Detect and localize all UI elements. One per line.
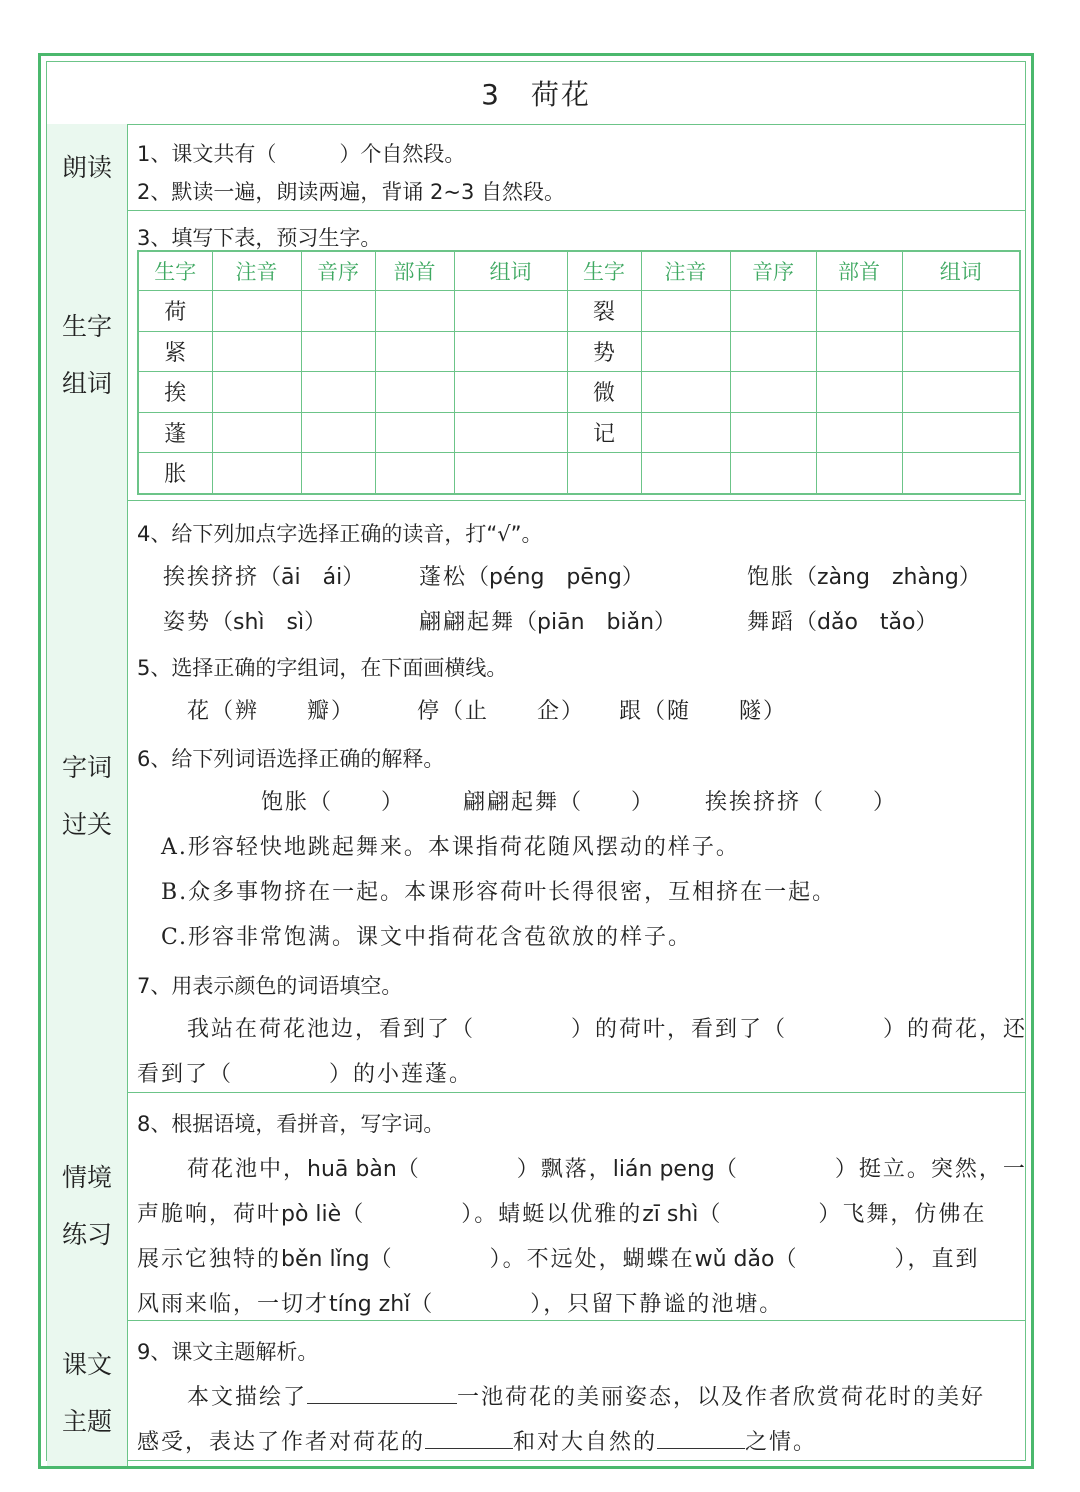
label-text: 情境 — [61, 1163, 112, 1192]
q8-line[interactable] — [137, 1287, 783, 1318]
label-text: 主题 — [61, 1407, 112, 1436]
answer-cell[interactable] — [902, 372, 1020, 413]
table-row — [138, 331, 1020, 372]
answer-cell[interactable] — [212, 331, 301, 372]
answer-cell[interactable] — [454, 412, 567, 453]
q5-item[interactable]: 跟（随 隧） — [619, 699, 788, 724]
vocab-table — [137, 250, 1021, 495]
fill-blank[interactable] — [307, 1381, 457, 1404]
answer-cell[interactable] — [212, 453, 301, 494]
answer-cell[interactable] — [816, 412, 902, 453]
q4-options[interactable]: （zàng zhàng） — [795, 565, 981, 590]
q4-options[interactable]: （āi ái） — [259, 565, 365, 590]
question-3: 3、填写下表，预习生字。 — [137, 226, 382, 250]
answer-cell[interactable] — [301, 291, 375, 332]
header-cell: 组词 — [454, 251, 567, 291]
q6-option-b: B.众多事物挤在一起。本课形容荷叶长得很密，互相挤在一起。 — [161, 880, 837, 905]
q4-word: 挨挨挤挤 — [163, 565, 260, 590]
answer-cell[interactable] — [902, 453, 1020, 494]
q9-text: 感受，表达了作者对荷花的 — [137, 1430, 426, 1455]
char-cell: 蓬 — [138, 412, 212, 453]
answer-cell[interactable] — [730, 372, 816, 413]
answer-cell[interactable] — [375, 291, 454, 332]
q9-text: 之情。 — [745, 1430, 818, 1455]
q8-text: 风雨来临，一切才 — [137, 1292, 330, 1317]
question-2: 2、默读一遍，朗读两遍，背诵 2~3 自然段。 — [137, 180, 566, 204]
answer-cell[interactable] — [301, 453, 375, 494]
question-5: 5、选择正确的字组词，在下面画横线。 — [137, 656, 508, 680]
q8-text: （ ）。蜻蜓以优雅的 — [341, 1202, 643, 1227]
table-row — [138, 372, 1020, 413]
q4-options[interactable]: （piān biǎn） — [515, 610, 677, 635]
table-header — [138, 251, 1020, 291]
q6-option-a: A.形容轻快地跳起舞来。本课指荷花随风摆动的样子。 — [161, 835, 740, 860]
answer-cell[interactable] — [454, 291, 567, 332]
table-row — [138, 412, 1020, 453]
q8-text: （ ），直到 — [774, 1247, 980, 1272]
char-cell — [567, 453, 641, 494]
page-title: 3 荷花 — [47, 62, 1025, 125]
header-cell: 音序 — [730, 251, 816, 291]
q8-text: （ ），只留下静谧的池塘。 — [410, 1292, 784, 1317]
q7-line[interactable]: 看到了（ ）的小莲蓬。 — [137, 1062, 474, 1087]
q8-text: 展示它独特的 — [137, 1247, 282, 1272]
header-cell: 组词 — [902, 251, 1020, 291]
q8-text: （ ）飞舞，仿佛在 — [698, 1202, 987, 1227]
pinyin: wǔ dǎo — [694, 1247, 775, 1272]
section-label — [47, 210, 128, 500]
table-row — [138, 453, 1020, 494]
q4-item — [163, 560, 364, 591]
answer-cell[interactable] — [375, 331, 454, 372]
q5-item[interactable]: 停（止 企） — [417, 699, 586, 724]
q4-item — [747, 605, 938, 636]
char-cell: 胀 — [138, 453, 212, 494]
answer-cell[interactable] — [212, 291, 301, 332]
answer-cell[interactable] — [301, 331, 375, 372]
question-1: 1、课文共有（ ）个自然段。 — [137, 142, 466, 166]
q6-item[interactable]: 挨挨挤挤（ ） — [705, 790, 898, 815]
q8-text: 荷花池中， — [187, 1157, 308, 1182]
section-context — [47, 1092, 1025, 1321]
q8-line[interactable] — [187, 1152, 1027, 1183]
q4-item — [163, 605, 326, 636]
answer-cell[interactable] — [641, 372, 730, 413]
char-cell: 挨 — [138, 372, 212, 413]
q4-word: 舞蹈 — [747, 610, 796, 635]
answer-cell[interactable] — [816, 453, 902, 494]
pinyin: zī shì — [642, 1202, 699, 1227]
answer-cell[interactable] — [301, 372, 375, 413]
answer-cell[interactable] — [902, 412, 1020, 453]
fill-blank[interactable] — [425, 1426, 513, 1449]
q6-option-c: C.形容非常饱满。课文中指荷花含苞欲放的样子。 — [161, 925, 693, 950]
q8-line[interactable] — [137, 1197, 986, 1228]
q4-word: 翩翩起舞 — [419, 610, 516, 635]
header-cell: 注音 — [212, 251, 301, 291]
q4-options[interactable]: （shì sì） — [211, 610, 327, 635]
answer-cell[interactable] — [454, 331, 567, 372]
header-cell: 音序 — [301, 251, 375, 291]
pinyin: huā bàn — [307, 1157, 397, 1182]
question-6: 6、给下列词语选择正确的解释。 — [137, 747, 445, 771]
answer-cell[interactable] — [730, 453, 816, 494]
section-label — [47, 1320, 128, 1466]
pinyin: lián peng — [612, 1157, 715, 1182]
q9-text: 和对大自然的 — [513, 1430, 658, 1455]
section-label — [47, 500, 128, 1092]
section-label — [47, 124, 128, 210]
q4-word: 饱胀 — [747, 565, 796, 590]
q9-line — [187, 1380, 985, 1411]
label-text: 过关 — [61, 810, 112, 839]
answer-cell[interactable] — [816, 331, 902, 372]
question-4: 4、给下列加点字选择正确的读音，打“√”。 — [137, 522, 543, 546]
answer-cell[interactable] — [816, 291, 902, 332]
char-cell: 荷 — [138, 291, 212, 332]
q7-line[interactable]: 我站在荷花池边，看到了（ ）的荷叶，看到了（ ）的荷花，还 — [187, 1017, 1028, 1042]
q5-item[interactable]: 花（辨 瓣） — [187, 699, 356, 724]
answer-cell[interactable] — [641, 291, 730, 332]
section-label — [47, 1092, 128, 1320]
fill-blank[interactable] — [657, 1426, 745, 1449]
q9-line — [137, 1425, 817, 1456]
label-text: 课文 — [61, 1350, 112, 1379]
q6-item[interactable]: 饱胀（ ） — [261, 790, 406, 815]
header-cell: 部首 — [816, 251, 902, 291]
header-cell: 部首 — [375, 251, 454, 291]
label-text: 生字 — [61, 312, 112, 341]
answer-cell[interactable] — [641, 412, 730, 453]
q9-text: 本文描绘了 — [187, 1385, 308, 1410]
answer-cell[interactable] — [375, 453, 454, 494]
answer-cell[interactable] — [454, 372, 567, 413]
pinyin: tíng zhǐ — [329, 1292, 411, 1317]
answer-cell[interactable] — [730, 291, 816, 332]
section-words — [47, 500, 1028, 1093]
char-cell: 紧 — [138, 331, 212, 372]
label-text: 字词 — [61, 753, 112, 782]
label-text: 朗读 — [61, 152, 112, 182]
q8-text: （ ）。不远处，蝴蝶在 — [369, 1247, 695, 1272]
section-reading — [47, 124, 1025, 211]
answer-cell[interactable] — [902, 291, 1020, 332]
answer-cell[interactable] — [212, 412, 301, 453]
section-vocab — [47, 210, 1025, 501]
answer-cell[interactable] — [454, 453, 567, 494]
q6-item[interactable]: 翩翩起舞（ ） — [463, 790, 656, 815]
answer-cell[interactable] — [212, 372, 301, 413]
char-cell: 势 — [567, 331, 641, 372]
char-cell: 记 — [567, 412, 641, 453]
answer-cell[interactable] — [730, 331, 816, 372]
header-cell: 注音 — [641, 251, 730, 291]
table-row — [138, 291, 1020, 332]
answer-cell[interactable] — [730, 412, 816, 453]
q8-text: （ ）挺立。突然，一 — [714, 1157, 1027, 1182]
answer-cell[interactable] — [301, 412, 375, 453]
question-9: 9、课文主题解析。 — [137, 1340, 319, 1364]
worksheet — [38, 53, 1034, 1469]
char-cell: 裂 — [567, 291, 641, 332]
q8-text: （ ）飘落， — [396, 1157, 613, 1182]
q4-item — [419, 560, 644, 591]
q8-line[interactable] — [137, 1242, 979, 1273]
label-text: 组词 — [61, 369, 112, 398]
answer-cell[interactable] — [375, 412, 454, 453]
label-text: 练习 — [61, 1220, 112, 1249]
answer-cell[interactable] — [375, 372, 454, 413]
question-7: 7、用表示颜色的词语填空。 — [137, 974, 403, 998]
header-cell: 生字 — [138, 251, 212, 291]
question-8: 8、根据语境，看拼音，写字词。 — [137, 1112, 445, 1136]
q8-text: 声脆响，荷叶 — [137, 1202, 282, 1227]
answer-cell[interactable] — [902, 331, 1020, 372]
answer-cell[interactable] — [641, 453, 730, 494]
q9-text: 一池荷花的美丽姿态，以及作者欣赏荷花时的美好 — [457, 1385, 986, 1410]
q4-options[interactable]: （dǎo tǎo） — [795, 610, 938, 635]
header-cell: 生字 — [567, 251, 641, 291]
answer-cell[interactable] — [816, 372, 902, 413]
answer-cell[interactable] — [641, 331, 730, 372]
pinyin: běn lǐng — [281, 1247, 370, 1272]
q4-item — [747, 560, 981, 591]
section-theme — [47, 1320, 1025, 1466]
worksheet-inner — [46, 61, 1026, 1461]
pinyin: pò liè — [281, 1202, 342, 1227]
q4-item — [419, 605, 676, 636]
char-cell: 微 — [567, 372, 641, 413]
q4-word: 蓬松 — [419, 565, 468, 590]
q4-options[interactable]: （péng pēng） — [467, 565, 644, 590]
q4-word: 姿势 — [163, 610, 212, 635]
